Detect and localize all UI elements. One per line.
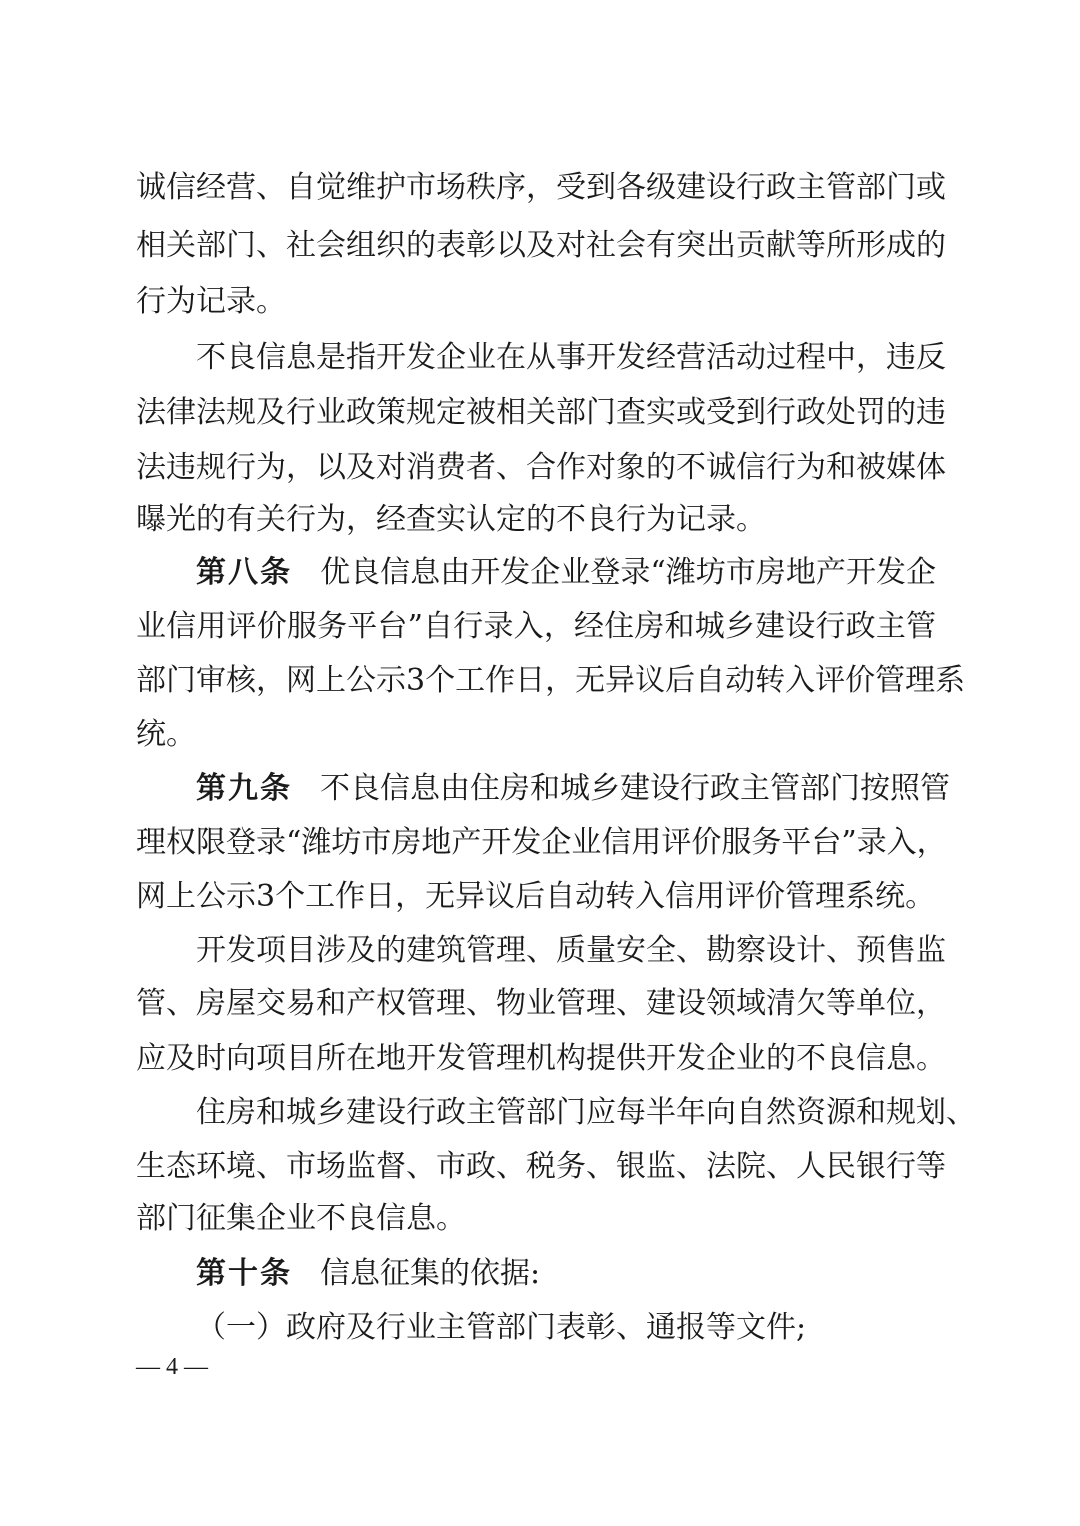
article-text: 不良信息由住房和城乡建设行政主管部门按照管	[320, 771, 950, 806]
article-heading: 第十条	[196, 1256, 292, 1291]
paragraph-line: 住房和城乡建设行政主管部门应每半年向自然资源和规划、	[196, 1095, 976, 1130]
article-8-line	[196, 553, 936, 593]
article-text: 优良信息由开发企业登录“潍坊市房地产开发企	[320, 555, 937, 590]
paragraph-line: 部门审核，网上公示3个工作日，无异议后自动转入评价管理系	[136, 663, 966, 698]
paragraph-line: 理权限登录“潍坊市房地产开发企业信用评价服务平台”录入，	[136, 825, 947, 860]
paragraph-line: 统。	[136, 717, 196, 752]
paragraph-line: 业信用评价服务平台”自行录入，经住房和城乡建设行政主管	[136, 609, 936, 644]
paragraph-line: 开发项目涉及的建筑管理、质量安全、勘察设计、预售监	[196, 933, 946, 968]
paragraph-line: 法律法规及行业政策规定被相关部门查实或受到行政处罚的违	[136, 395, 946, 430]
page-number: — 4 —	[136, 1354, 208, 1380]
paragraph-line: 相关部门、社会组织的表彰以及对社会有突出贡献等所形成的	[136, 228, 946, 263]
article-9-line	[196, 769, 950, 809]
paragraph-line: 网上公示3个工作日，无异议后自动转入信用评价管理系统。	[136, 879, 936, 914]
paragraph-line: 管、房屋交易和产权管理、物业管理、建设领域清欠等单位，	[136, 986, 946, 1021]
article-text: 信息征集的依据:	[320, 1256, 541, 1291]
paragraph-line: 部门征集企业不良信息。	[136, 1201, 466, 1236]
paragraph-line: 应及时向项目所在地开发管理机构提供开发企业的不良信息。	[136, 1041, 946, 1076]
article-heading: 第八条	[196, 555, 293, 590]
list-item: （一）政府及行业主管部门表彰、通报等文件;	[196, 1310, 807, 1345]
paragraph-line: 生态环境、市场监督、市政、税务、银监、法院、人民银行等	[136, 1149, 946, 1184]
paragraph-line: 曝光的有关行为，经查实认定的不良行为记录。	[136, 502, 766, 537]
paragraph-line: 不良信息是指开发企业在从事开发经营活动过程中，违反	[196, 340, 946, 375]
article-heading: 第九条	[196, 771, 292, 806]
paragraph-line: 法违规行为，以及对消费者、合作对象的不诚信行为和被媒体	[136, 450, 946, 485]
article-10-line	[196, 1254, 936, 1294]
paragraph-line: 诚信经营、自觉维护市场秩序，受到各级建设行政主管部门或	[136, 170, 946, 205]
paragraph-line: 行为记录。	[136, 284, 286, 319]
